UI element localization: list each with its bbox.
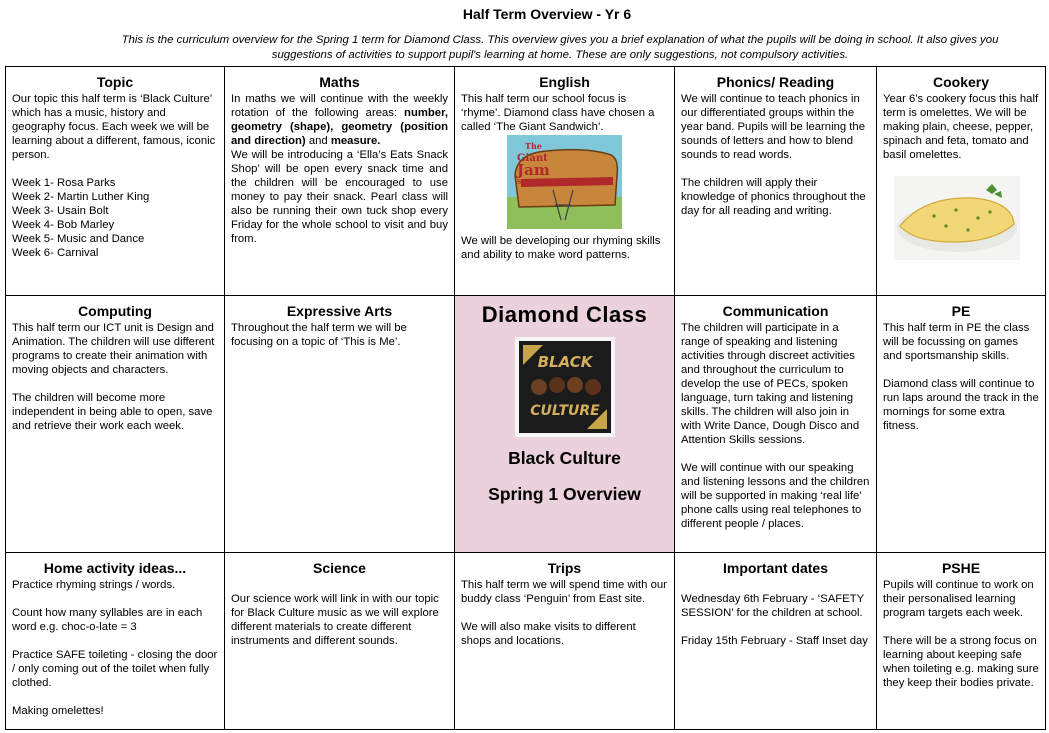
home-rhyme-text: Practice rhyming strings / words. bbox=[12, 578, 176, 591]
arts-text: Throughout the half term we will be focusing on a topic of ‘This is Me’. bbox=[231, 322, 407, 349]
pshe-heading: PSHE bbox=[941, 559, 981, 576]
home-syllable-text: Count how many syllables are in each word e.g. choc-o-late = 3 bbox=[12, 606, 203, 633]
maths-heading: Maths bbox=[319, 74, 360, 90]
topic-cell bbox=[6, 67, 225, 296]
science-text: Our science work will link in with our topic for Black Culture music as we will explore different materials to create different instruments and different sounds. bbox=[231, 592, 439, 647]
phonics-text: We will continue to teach phonics in our differentiated groups within the year band. Pupils will be learning the sounds of letters and how to blend sounds to read words. bbox=[681, 93, 865, 161]
phonics-cell bbox=[675, 67, 877, 296]
computing-heading: Computing bbox=[78, 303, 152, 320]
arts-heading: Expressive Arts bbox=[286, 303, 393, 320]
trips-heading: Trips bbox=[547, 559, 582, 576]
home-heading: Home activity ideas... bbox=[43, 559, 187, 576]
topic-heading: Topic bbox=[96, 74, 134, 90]
maths-cell bbox=[225, 67, 455, 296]
book-title-line: Jam bbox=[517, 161, 550, 179]
computing-cell bbox=[6, 296, 225, 553]
topic-text: Our topic this half term is ‘Black Culture’ which has a music, history and geography focus. Each week we will be learning about a different, famous, iconic person. bbox=[12, 93, 216, 161]
communication-text: The children will participate in a range of speaking and listening activities through discreet activities and throughout the curriculum to develop the use of PECs, spoken language, turn taking and listening skills. The children will also join in with Write Dance, Dough Disco and Attention Skills sessions. bbox=[681, 322, 860, 447]
dates-heading: Important dates bbox=[722, 559, 828, 576]
english-heading: English bbox=[539, 74, 590, 90]
maths-snack-text: We will be introducing a ‘Ella’s Eats Snack Shop’ will be open every snack time and the children will be encouraged to use money to pay their snack. Pearl class will also be running their own tuck shop every Friday for the whole school to visit and buy from. bbox=[231, 149, 448, 245]
overview-grid bbox=[5, 66, 1046, 730]
trips-cell bbox=[455, 552, 675, 729]
pe-text: This half term in PE the class will be focussing on games and sportsmanship skills. bbox=[883, 322, 1030, 363]
logo-word: CULTURE bbox=[529, 403, 600, 420]
book-title-line: Giant bbox=[517, 153, 548, 164]
date-item: Wednesday 6th February - ‘SAFETY SESSION’ for the children at school. bbox=[681, 592, 864, 619]
communication-cell bbox=[675, 296, 877, 553]
trips-visits-text: We will also make visits to different shops and locations. bbox=[461, 620, 636, 647]
phonics-apply-text: The children will apply their knowledge of phonics throughout the day for all reading and writing. bbox=[681, 177, 866, 217]
page-title: Half Term Overview - Yr 6 bbox=[462, 6, 632, 22]
date-item: Friday 15th February - Staff Inset day bbox=[681, 634, 868, 647]
pe-heading: PE bbox=[951, 303, 971, 320]
week-item: Week 2- Martin Luther King bbox=[12, 191, 150, 203]
week-item: Week 5- Music and Dance bbox=[12, 233, 145, 245]
science-heading: Science bbox=[313, 559, 366, 576]
pshe-cell bbox=[877, 552, 1046, 729]
computing-independence-text: The children will become more independent in being able to open, save and retrieve their work each week. bbox=[12, 392, 213, 433]
english-cell bbox=[455, 67, 675, 296]
science-cell bbox=[225, 552, 455, 729]
english-rhyme-text: We will be developing our rhyming skills and ability to make word patterns. bbox=[461, 235, 661, 261]
cookery-cell bbox=[877, 67, 1046, 296]
logo-word: BLACK bbox=[537, 353, 592, 372]
week-item: Week 4- Bob Marley bbox=[12, 219, 115, 231]
feature-subtitle: Black Culture bbox=[508, 448, 621, 469]
intro-text: This is the curriculum overview for the Spring 1 term for Diamond Class. This overview gives you a brief explanation of what the pupils will be doing in school. It also gives you suggestions of activities to support pupil's learning at home. These are only suggestions, not compulsory activities. bbox=[121, 34, 999, 61]
communication-phone-text: We will continue with our speaking and listening lessons and the children will be supported in making ‘real life’ phone calls using real telephones to different people / places. bbox=[681, 462, 870, 531]
home-omelette-text: Making omelettes! bbox=[12, 704, 104, 717]
week-item: Week 3- Usain Bolt bbox=[12, 205, 109, 217]
book-cover-image bbox=[507, 135, 622, 229]
dates-cell bbox=[675, 552, 877, 729]
feature-cell bbox=[455, 296, 675, 553]
home-cell bbox=[6, 552, 225, 729]
topic-weeks bbox=[12, 176, 218, 260]
feature-term: Spring 1 Overview bbox=[488, 484, 641, 505]
week-item: Week 6- Carnival bbox=[12, 247, 99, 259]
arts-cell bbox=[225, 296, 455, 553]
class-name-title: Diamond Class bbox=[481, 302, 648, 328]
book-title-line: Sandwich bbox=[517, 179, 550, 186]
communication-heading: Communication bbox=[722, 303, 829, 320]
cookery-text: Year 6’s cookery focus this half term is omelettes. We will be making plain, cheese, pepper, spinach and feta, tomato and basil omelettes. bbox=[883, 93, 1039, 161]
omelette-image bbox=[894, 176, 1020, 260]
pshe-text: Pupils will continue to work on their personalised learning program targets each week. bbox=[883, 578, 1034, 619]
trips-text: This half term we will spend time with our buddy class ‘Penguin’ from East site. bbox=[461, 578, 667, 605]
phonics-heading: Phonics/ Reading bbox=[716, 74, 835, 90]
pe-laps-text: Diamond class will continue to run laps around the track in the mornings for some extra fitness. bbox=[883, 378, 1039, 433]
english-text: This half term our school focus is ‘rhyme’. Diamond class have chosen a called ‘The Giant Sandwich’. bbox=[461, 93, 655, 133]
book-title-line: The bbox=[525, 141, 542, 151]
cookery-heading: Cookery bbox=[932, 74, 990, 90]
pe-cell bbox=[877, 296, 1046, 553]
pshe-safety-text: There will be a strong focus on learning about keeping safe when toileting e.g. making sure they keep their bodies private. bbox=[883, 634, 1039, 689]
home-toileting-text: Practice SAFE toileting - closing the door / only coming out of the toilet when fully clothed. bbox=[12, 648, 218, 689]
maths-text: In maths we will continue with the weekly rotation of the following areas: number, geometry (shape), geometry (position and direction) and measure. bbox=[231, 93, 448, 147]
black-culture-logo-image bbox=[515, 337, 615, 437]
computing-text: This half term our ICT unit is Design and Animation. The children will use different programs to create their animation with moving objects and characters. bbox=[12, 322, 215, 377]
week-item: Week 1- Rosa Parks bbox=[12, 177, 116, 189]
